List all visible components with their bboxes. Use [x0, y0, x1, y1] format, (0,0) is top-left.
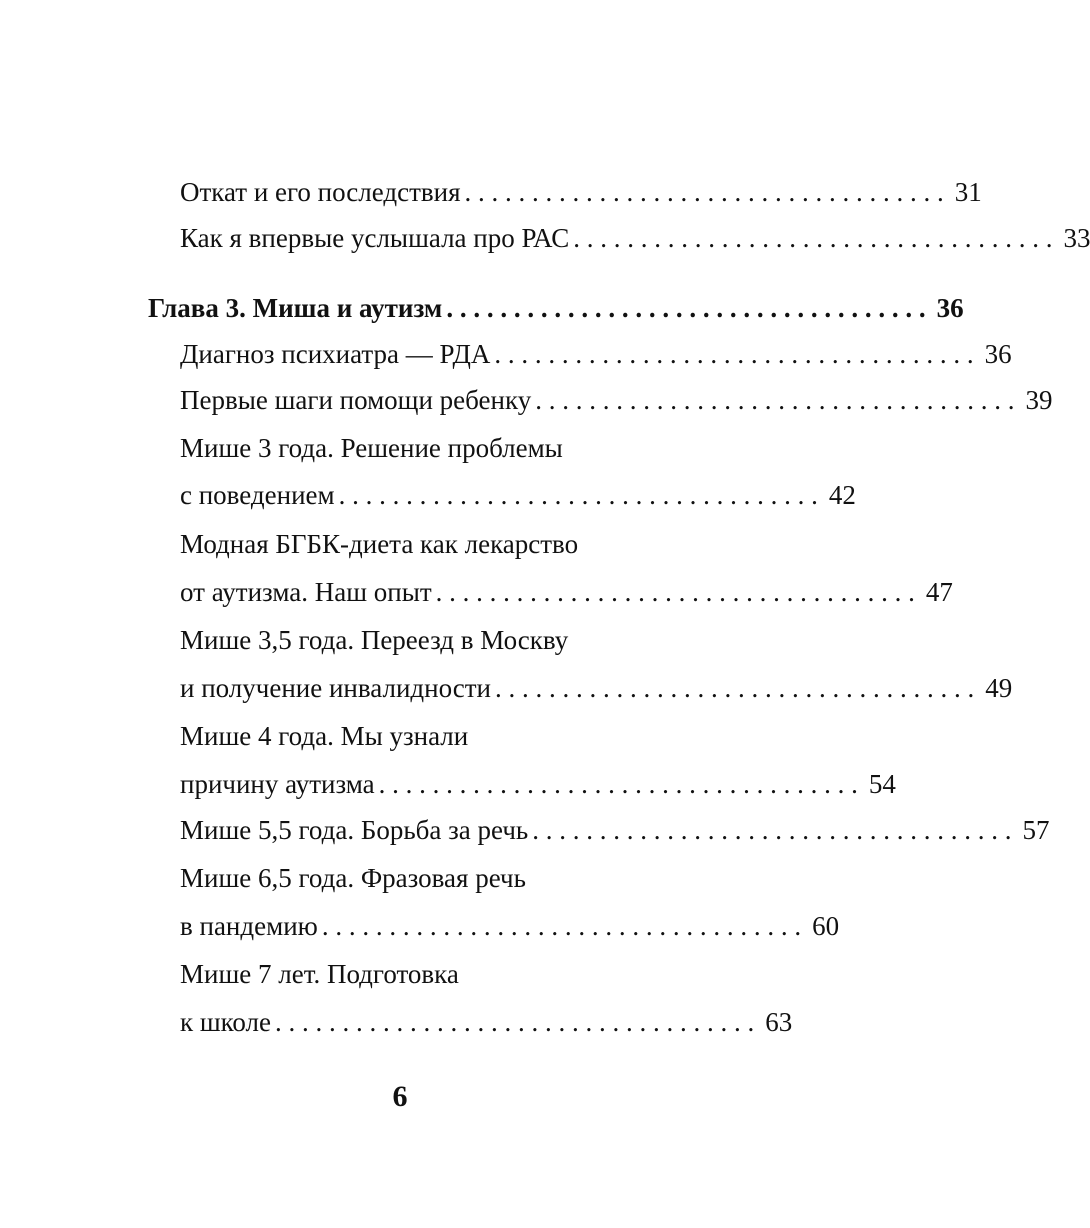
toc-leader-dots: . . . . . . . . . . . . . . . . . . . . . . . . . . . . . . . . . . . . [378, 769, 858, 799]
toc-page-number: 31 [954, 177, 982, 207]
toc-page-number: 33 [1063, 223, 1090, 253]
toc-entry [180, 902, 840, 942]
toc-entry-title: Мише 7 лет. Подготовка [180, 959, 459, 989]
toc-entry [180, 376, 1053, 416]
toc-leader-dots: . . . . . . . . . . . . . . . . . . . . . . . . . . . . . . . . . . . . [495, 673, 975, 703]
toc-chapter-title: Глава 3. Миша и аутизм [148, 293, 443, 323]
toc-entry [180, 568, 953, 608]
toc-entry-title: в пандемию [180, 911, 318, 941]
toc-chapter-heading [148, 284, 964, 324]
toc-leader-dots: . . . . . . . . . . . . . . . . . . . . . . . . . . . . . . . . . . . . [321, 911, 802, 941]
toc-leader-dots: . . . . . . . . . . . . . . . . . . . . . . . . . . . . . . . . . . . . [573, 223, 1053, 253]
toc-entry-title: Диагноз психиатра — РДА [180, 339, 491, 369]
toc-entry [180, 214, 1090, 254]
toc-entry-title: Мише 6,5 года. Фразовая речь [180, 863, 526, 893]
toc-page-number: 42 [828, 480, 856, 510]
toc-entry-title: Мише 4 года. Мы узнали [180, 721, 469, 751]
toc-page-number: 39 [1025, 385, 1053, 415]
toc-entry-title: причину аутизма [180, 769, 375, 799]
toc-page-number: 63 [765, 1007, 793, 1037]
toc-entry [180, 806, 1050, 846]
toc-page-number: 54 [868, 769, 896, 799]
toc-entry-title: Мише 5,5 года. Борьба за речь [180, 815, 529, 845]
toc-entry-title: Как я впервые услышала про РАС [180, 223, 570, 253]
toc-entry [180, 760, 896, 800]
toc-leader-dots: . . . . . . . . . . . . . . . . . . . . . . . . . . . . . . . . . . . . [535, 385, 1015, 415]
toc-leader-dots: . . . . . . . . . . . . . . . . . . . . . . . . . . . . . . . . . . . . [532, 815, 1012, 845]
toc-entry-continued [180, 616, 694, 656]
toc-entry-title: Мише 3,5 года. Переезд в Москву [180, 625, 569, 655]
toc-entry-continued [180, 520, 694, 560]
toc-entry-title: к школе [180, 1007, 272, 1037]
toc-page-number: 36 [936, 293, 964, 323]
page-number-folio: 6 [392, 1080, 408, 1113]
toc-leader-dots: . . . . . . . . . . . . . . . . . . . . . . . . . . . . . . . . . . . . [494, 339, 974, 369]
toc-entry-continued [180, 854, 694, 894]
toc-entry [180, 168, 982, 208]
toc-entry [180, 330, 1012, 370]
toc-leader-dots: . . . . . . . . . . . . . . . . . . . . . . . . . . . . . . . . . . . . [338, 480, 818, 510]
toc-entry [180, 664, 1013, 704]
toc-page-number: 60 [812, 911, 840, 941]
toc-entry-continued [180, 712, 694, 752]
toc-entry-title: от аутизма. Наш опыт [180, 577, 432, 607]
toc-entry-title: Модная БГБК-диета как лекарство [180, 529, 579, 559]
toc-entry [180, 471, 856, 511]
toc-entry [180, 998, 793, 1038]
toc-page-number: 49 [985, 673, 1013, 703]
toc-entry-title: и получение инвалидности [180, 673, 491, 703]
toc-leader-dots: . . . . . . . . . . . . . . . . . . . . . . . . . . . . . . . . . . . . [275, 1007, 755, 1037]
toc-page-number: 47 [925, 577, 953, 607]
toc-leader-dots: . . . . . . . . . . . . . . . . . . . . . . . . . . . . . . . . . . . . [446, 293, 926, 323]
toc-entry-title: Откат и его последствия [180, 177, 461, 207]
toc-page-number: 36 [984, 339, 1012, 369]
toc-entry-continued [180, 424, 694, 464]
toc-entry-title: Мише 3 года. Решение проблемы [180, 433, 563, 463]
toc-page-number: 57 [1022, 815, 1050, 845]
toc-entry-title: с поведением [180, 480, 335, 510]
toc-entry-continued [180, 950, 694, 990]
toc-entry-title: Первые шаги помощи ребенку [180, 385, 532, 415]
toc-leader-dots: . . . . . . . . . . . . . . . . . . . . . . . . . . . . . . . . . . . . [435, 577, 915, 607]
toc-leader-dots: . . . . . . . . . . . . . . . . . . . . . . . . . . . . . . . . . . . . [464, 177, 944, 207]
